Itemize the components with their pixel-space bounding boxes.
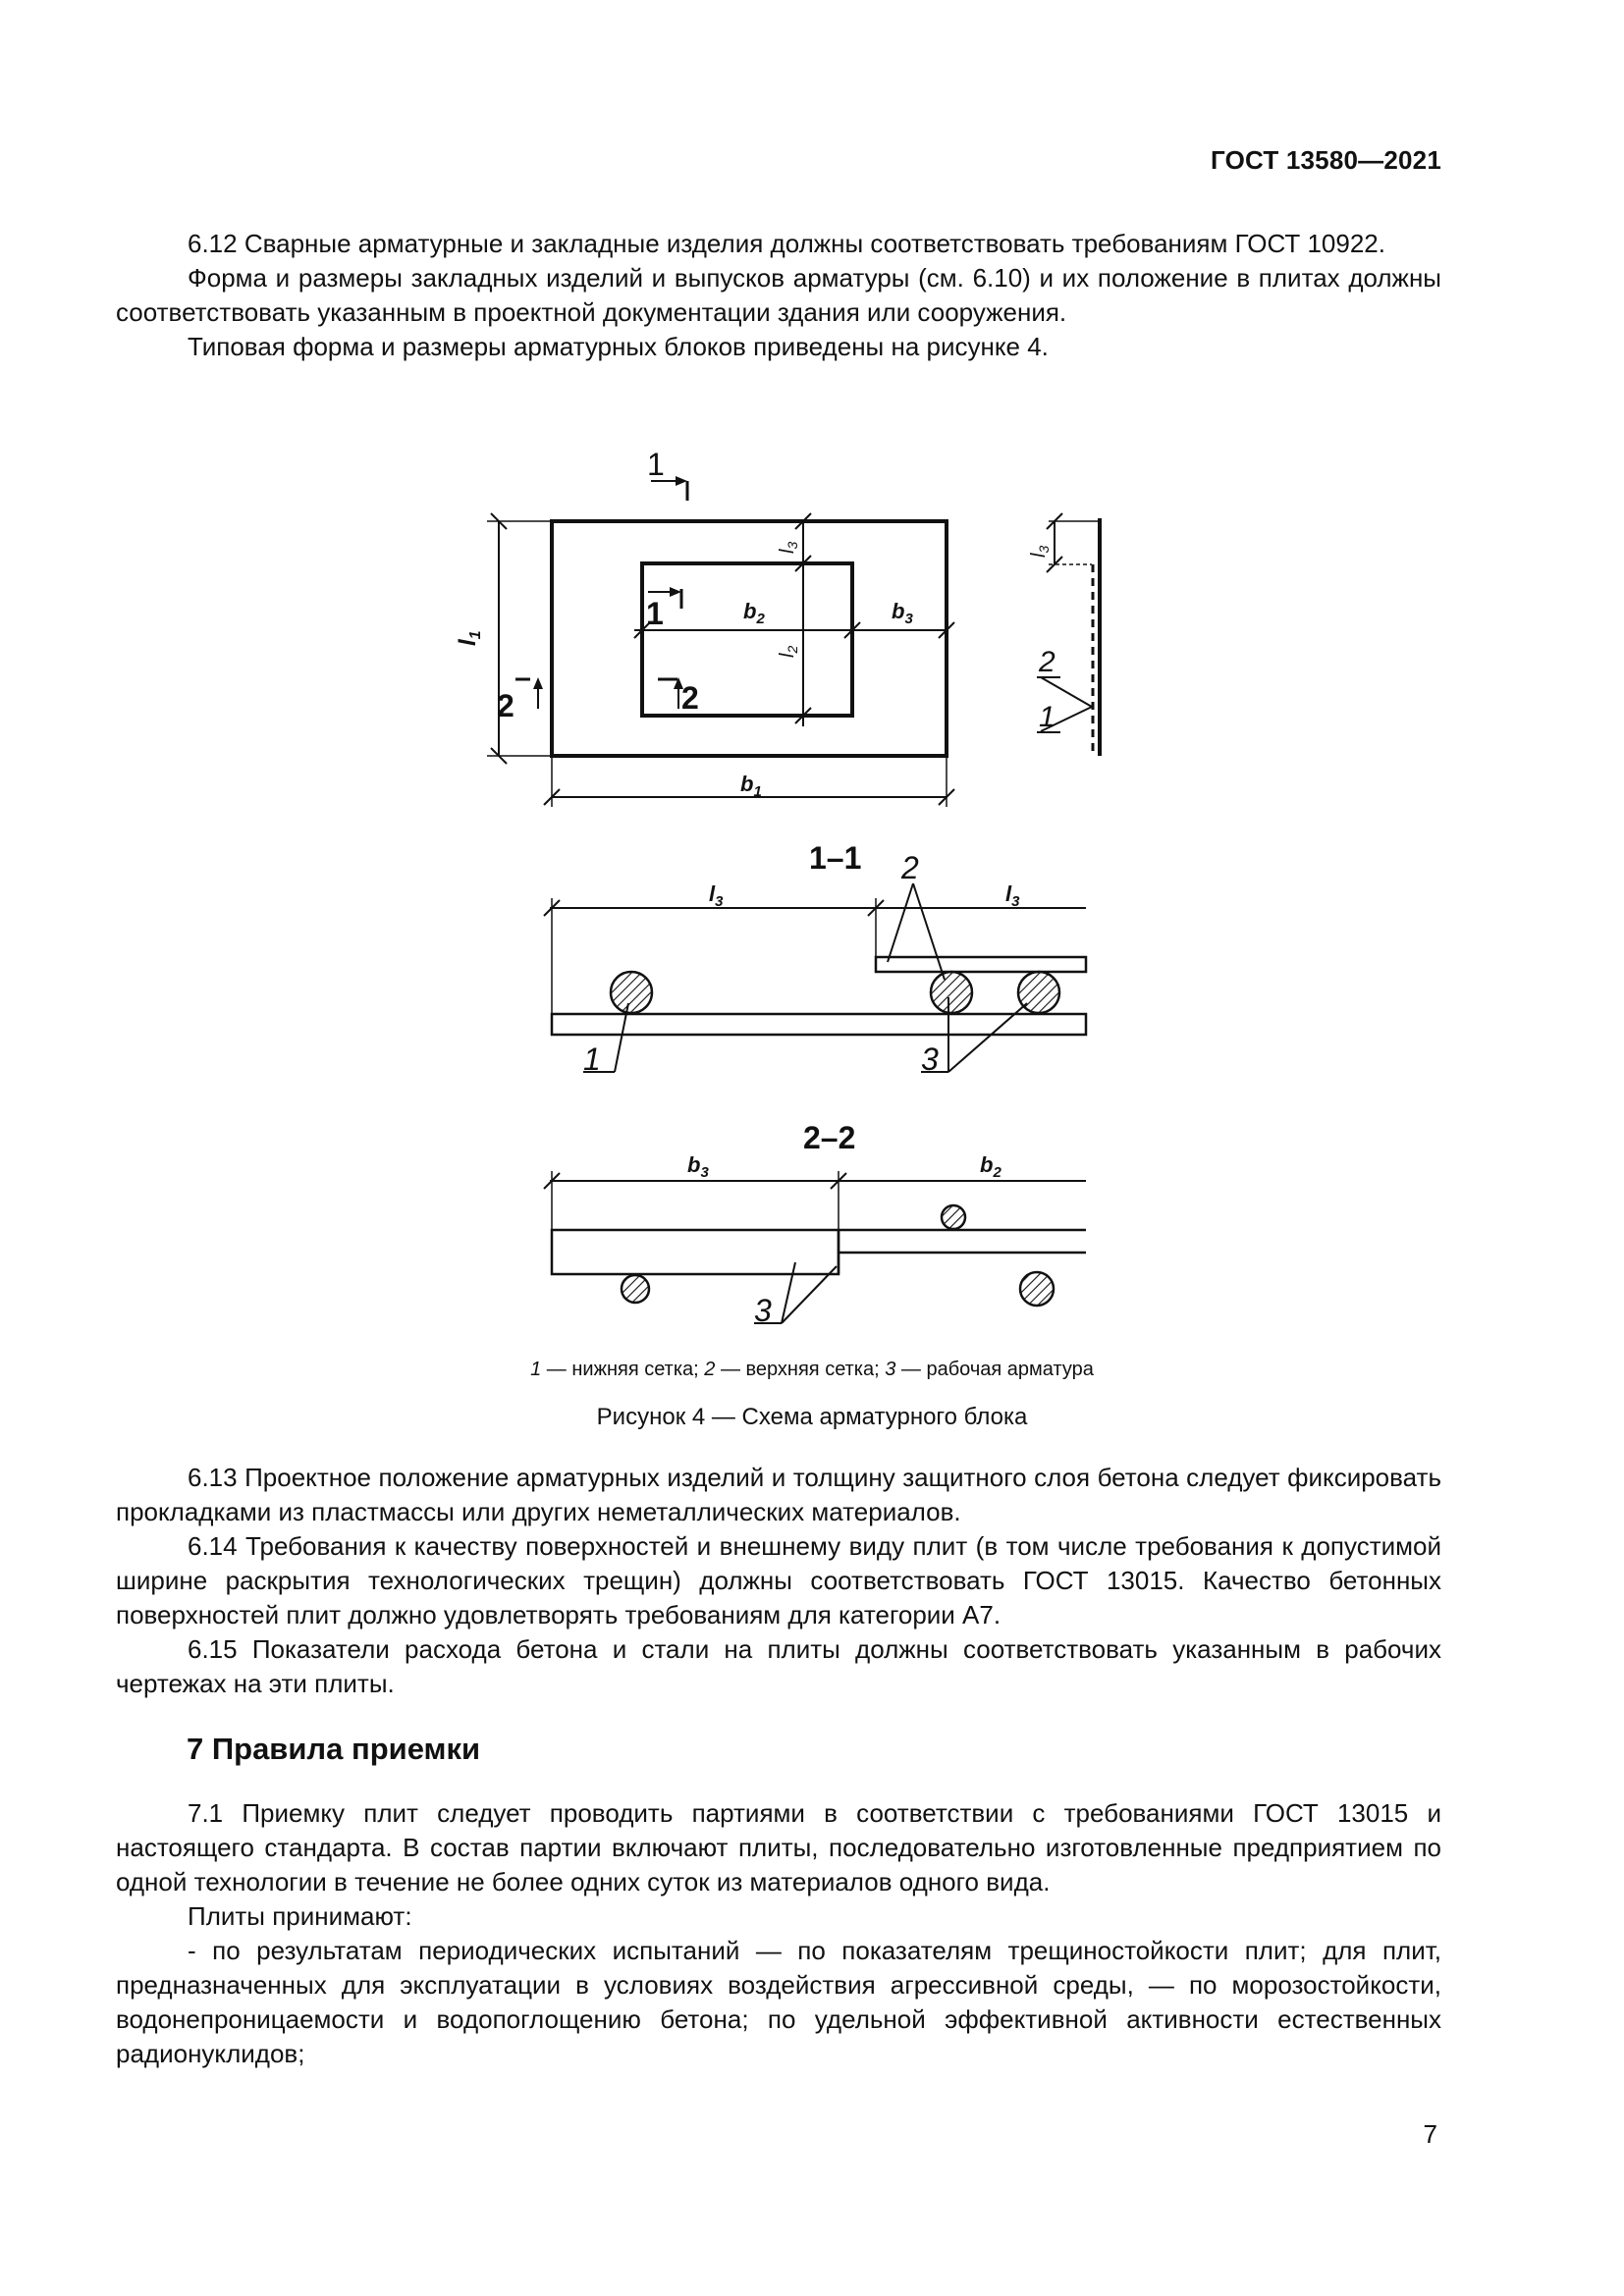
dim-b2: $b_2$ — [743, 599, 765, 627]
legend-text-1: — нижняя сетка; — [541, 1359, 705, 1380]
paragraph-6-14: 6.14 Требования к качеству поверхностей и внешнему виду плит (в том числе требования к допустимой ширине раскрытия технологических трещин) должны соответствовать ГОСТ 13015. Качество бетонных поверхностей плит должно удовлетворять требованиям для категории А7. — [116, 1531, 1441, 1629]
dim-l2: $l_2$ — [777, 645, 800, 658]
section-2-2 — [544, 1171, 1086, 1323]
dim-b1: $b_1$ — [740, 772, 762, 800]
paragraph-7-1: 7.1 Приемку плит следует проводить партиями в соответствии с требованиями ГОСТ 13015 и настоящего стандарта. В состав партии включают плиты, последовательно изготовленные предприятием по одной технологии в течение не более одних суток из материалов одного вида. — [116, 1798, 1441, 1896]
section-label-2-2: 2–2 — [803, 1120, 856, 1155]
legend-num-1: 1 — [530, 1359, 542, 1380]
legend-text-2: — верхняя сетка; — [715, 1359, 886, 1380]
cut-mark-1-top: 1 — [647, 447, 665, 482]
dim-l3-side: $l_3$ — [1028, 545, 1052, 558]
text-block-7 — [116, 1796, 1441, 2071]
figure-4-reinforcement-block — [0, 432, 1624, 1374]
paragraph-embedded-parts: Форма и размеры закладных изделий и выпусков арматуры (см. 6.10) и их положение в плитах должны соответствовать указанным в проектной документации здания или сооружения. — [116, 263, 1441, 327]
page-number: 7 — [1423, 2119, 1437, 2149]
outer-slab-outline — [552, 521, 947, 756]
paragraph-plates-accepted: Плиты принимают: — [188, 1901, 412, 1931]
side-view-labels — [1028, 546, 1056, 733]
dim-l3-sec1-left: $l_3$ — [709, 881, 724, 910]
dim-l3-plan: $l_3$ — [777, 541, 800, 554]
cut-mark-1-inner: 1 — [646, 596, 664, 631]
paragraph-6-13: 6.13 Проектное положение арматурных изделий и толщину защитного слоя бетона следует фиксировать прокладками из пластмассы или других неметаллических материалов. — [116, 1463, 1441, 1526]
paragraph-6-15: 6.15 Показатели расхода бетона и стали на плиты должны соответствовать указанным в рабочих чертежах на эти плиты. — [116, 1634, 1441, 1698]
dim-b3-sec2: $b_3$ — [687, 1152, 709, 1181]
paragraph-periodic-tests: - по результатам периодических испытаний — по показателям трещиностойкости плит; для плит, предназначенных для эксплуатации в условиях воздействия агрессивной среды, — по морозостойкости, водонепроницаемости и водопоглощению бетона; по удельной эффективной активности естественных радионуклидов; — [116, 1936, 1441, 2068]
text-block-6-12 — [116, 227, 1441, 364]
paragraph-typical-form: Типовая форма и размеры арматурных блоков приведены на рисунке 4. — [188, 332, 1049, 361]
figure-legend — [0, 1359, 1624, 1381]
document-code: ГОСТ 13580—2021 — [1211, 145, 1441, 175]
dim-l3-sec1-right: $l_3$ — [1005, 881, 1020, 910]
sec1-callout-1: 1 — [583, 1041, 601, 1077]
side-callout-1: 1 — [1039, 701, 1056, 733]
sec1-callout-3: 3 — [921, 1041, 939, 1077]
dim-b2-sec2: $b_2$ — [980, 1152, 1001, 1181]
dim-b3: $b_3$ — [892, 599, 913, 627]
figure-caption: Рисунок 4 — Схема арматурного блока — [596, 1404, 1028, 1430]
cut-mark-2-inner: 2 — [681, 680, 699, 716]
sec2-callout-3: 3 — [754, 1293, 772, 1328]
dim-l1: $l_1$ — [455, 630, 484, 646]
legend-num-2: 2 — [704, 1359, 716, 1380]
paragraph-6-12: 6.12 Сварные арматурные и закладные изделия должны соответствовать требованиям ГОСТ 10922. — [188, 229, 1385, 258]
legend-text-3: — рабочая арматура — [895, 1359, 1094, 1380]
section-1-1 — [544, 883, 1086, 1072]
text-block-6-13 — [116, 1461, 1441, 1701]
section-1-1-labels — [583, 840, 1020, 1077]
section-label-1-1: 1–1 — [809, 840, 862, 876]
plan-view — [487, 476, 954, 807]
cut-mark-2-left: 2 — [497, 688, 514, 723]
side-callout-2: 2 — [1039, 646, 1056, 678]
sec1-callout-2: 2 — [901, 850, 919, 885]
plan-view-labels — [455, 447, 913, 800]
legend-num-3: 3 — [885, 1359, 896, 1380]
section-7-heading: 7 Правила приемки — [187, 1732, 481, 1766]
inner-block-outline — [642, 563, 852, 716]
